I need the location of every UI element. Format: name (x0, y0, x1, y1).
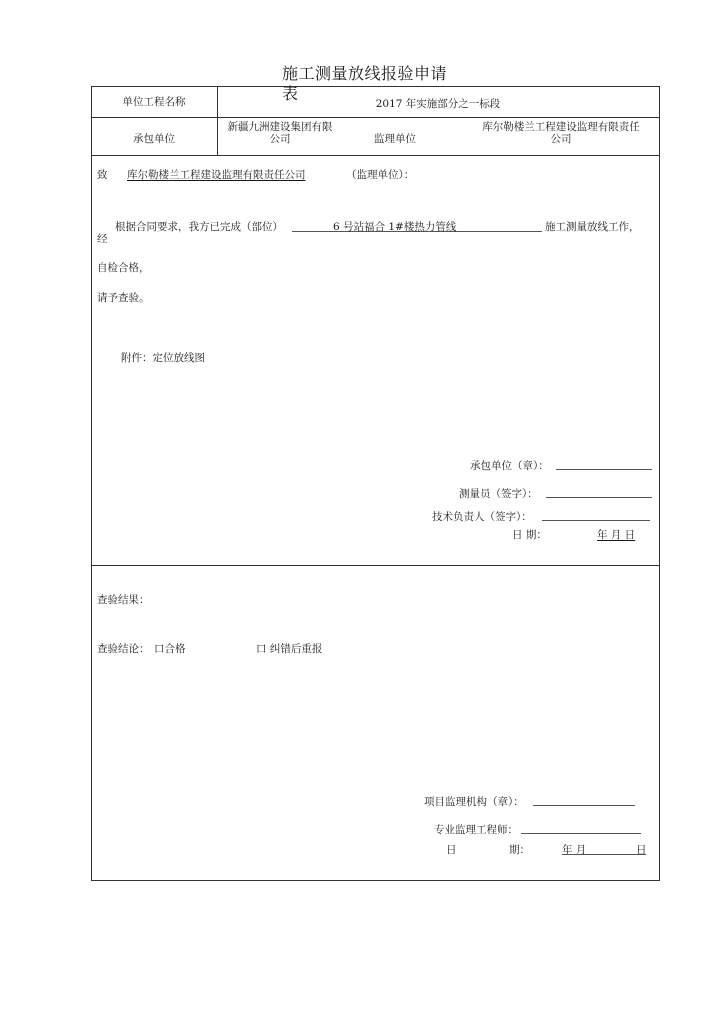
unit-project-label: 单位工程名称 (122, 96, 186, 108)
sign-tech-label: 技术负责人（签字）： (432, 511, 532, 523)
contractor-value-line2: 公司 (269, 133, 291, 145)
document-title-line1: 施工测量放线报验申请 (282, 64, 448, 83)
sign-contractor-label: 承包单位（章）： (470, 460, 549, 472)
addressee-suffix: （监理单位）： (346, 169, 415, 181)
sign-surveyor-line (546, 497, 652, 498)
inspection-date-ri: 日 (446, 844, 457, 856)
sign-engineer-label: 专业监理工程师： (434, 824, 518, 836)
sign-org-line (533, 805, 635, 806)
inspection-date-qi: 期： (509, 844, 530, 856)
sign-org-label: 项目监理机构（章）： (424, 796, 524, 808)
addressee-company: 库尔勒楼兰工程建设监理有限责任公司 (127, 169, 306, 181)
inspection-date-day: 日 (636, 844, 647, 856)
self-check-text: 自检合格， (97, 262, 150, 274)
body-prefix: 根据合同要求，我方已完成（部位） (115, 221, 283, 233)
contractor-label: 承包单位 (133, 133, 175, 145)
date-label: 日 期： (512, 529, 547, 541)
option-fix: 口 纠错后重报 (256, 643, 323, 655)
sign-surveyor-label: 测量员（签字）： (459, 488, 538, 500)
sign-engineer-line (521, 833, 641, 834)
option-pass: 口合格 (154, 643, 186, 655)
sign-contractor-line (556, 469, 652, 470)
attachment-text: 附件：定位放线图 (121, 352, 205, 364)
contractor-value-line1: 新疆九洲建设集团有限 (227, 121, 333, 133)
supervisor-value-line1: 库尔勒楼兰工程建设监理有限责任 (482, 121, 640, 133)
addressee-prefix: 致 (97, 169, 108, 181)
supervisor-label: 监理单位 (374, 133, 416, 145)
body-jing: 经 (97, 233, 108, 245)
inspection-conclusion-label: 查验结论： (97, 643, 150, 655)
body-suffix: 施工测量放线工作， (545, 221, 640, 233)
unit-project-value: 2017 年实施部分之一标段 (375, 98, 501, 110)
inspection-result-label: 查验结果： (97, 594, 150, 606)
body-location: 6 号站福合 1#楼热力管线 (333, 221, 457, 233)
inspection-date-value: 年 月 (562, 844, 587, 856)
supervisor-value-line2: 公司 (550, 133, 572, 145)
inspection-date-line (562, 854, 646, 855)
request-text: 请予查验。 (97, 292, 150, 304)
document-title-line2: 表 (282, 84, 299, 103)
date-value: 年 月 日 (597, 529, 636, 541)
sign-tech-line (542, 520, 650, 521)
